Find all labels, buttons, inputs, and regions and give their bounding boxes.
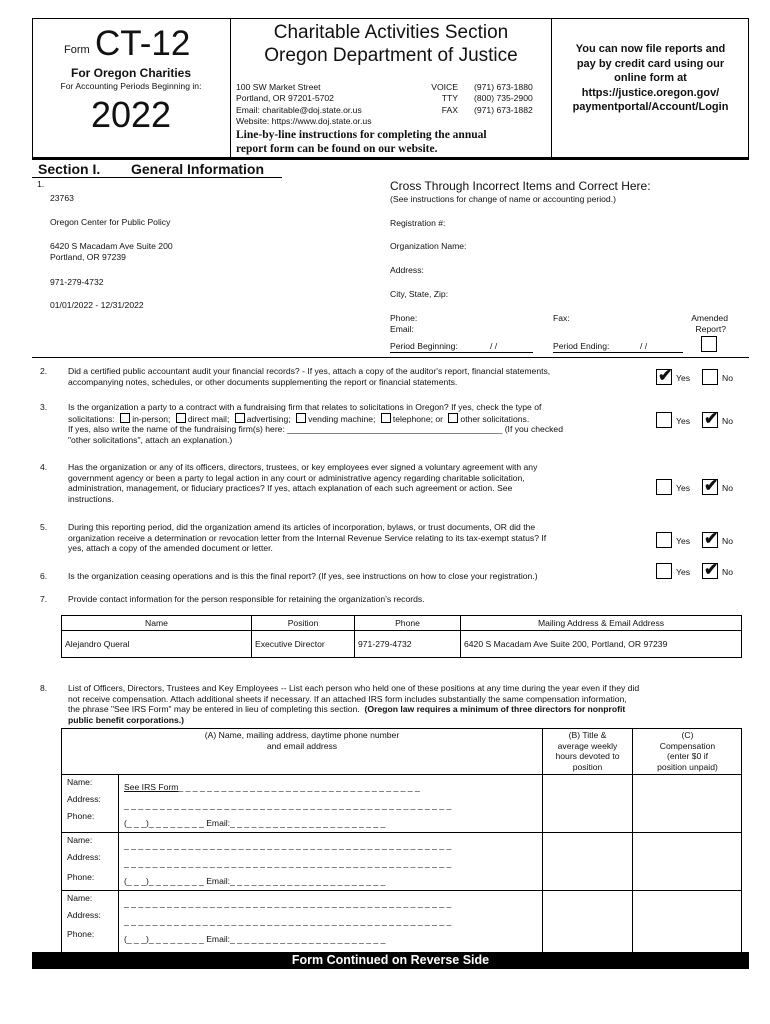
question-line: accompanying notes, schedules, or other documents supplementing the report or financial statements. <box>68 376 458 387</box>
solicitation-types <box>68 413 648 425</box>
organization-phone: 971-279-4732 <box>50 277 104 287</box>
cross-through-note: (See instructions for change of name or accounting period.) <box>390 194 616 204</box>
organization-name: Oregon Center for Public Policy <box>50 217 171 227</box>
online-filing-notice <box>552 42 749 115</box>
direct-mail-checkbox[interactable] <box>176 413 186 423</box>
fax-label: FAX <box>441 105 458 115</box>
yes-label: Yes <box>676 567 691 577</box>
question-line: administration, management, or fiduciary practices? If yes, attach explanation of each such agreement or action. See <box>68 483 513 493</box>
table-row-divider <box>61 832 742 833</box>
officer-1-contact-field[interactable] <box>124 818 385 829</box>
phone-label: Phone: <box>67 872 95 882</box>
email-label: Email: <box>206 876 231 886</box>
name-label: Name: <box>67 777 93 787</box>
email-blank: _ _ _ _ _ _ _ _ _ _ _ _ _ _ _ _ _ _ _ _ _ _ <box>230 818 386 828</box>
instructions-line1: Line-by-line instructions for completing the annual <box>236 129 487 141</box>
officer-2-address-field[interactable]: _ _ _ _ _ _ _ _ _ _ _ _ _ _ _ _ _ _ _ _ _ _ _ _ _ _ _ _ _ _ _ _ _ _ _ _ _ _ _ _ _ _ _ _ _ _ <box>124 858 452 868</box>
officer-3-address-field[interactable]: _ _ _ _ _ _ _ _ _ _ _ _ _ _ _ _ _ _ _ _ _ _ _ _ _ _ _ _ _ _ _ _ _ _ _ _ _ _ _ _ _ _ _ _ _ _ <box>124 916 452 926</box>
question-line: instructions. <box>68 493 114 504</box>
officer-1-name-value: See IRS Form <box>124 782 179 792</box>
registration-correction-label: Registration #: <box>390 218 446 228</box>
officer-3-contact-field[interactable] <box>124 934 385 945</box>
email-label: Email: <box>206 818 231 828</box>
q5-yes-checkbox[interactable] <box>656 532 672 548</box>
address-label: Address: <box>67 852 101 862</box>
notice-url-line1[interactable]: https://justice.oregon.gov/ <box>581 86 720 99</box>
table-header: Name <box>62 616 252 631</box>
option-label: advertising; <box>246 413 291 424</box>
amended-label: Amended <box>691 313 728 323</box>
report-year: 2022 <box>90 94 172 135</box>
question-line: Has the organization or any of its officers, directors, trustees, or key employees ever signed a voluntary agreement with any <box>68 462 538 472</box>
option-label: direct mail; <box>187 413 230 424</box>
instructions-line2: report form can be found on our website. <box>236 143 438 155</box>
for-charities: For Oregon Charities <box>70 66 192 80</box>
name-label: Name: <box>67 893 93 903</box>
q6-no-checkbox[interactable] <box>702 563 718 579</box>
other-solicitations-checkbox[interactable] <box>448 413 458 423</box>
accounting-period: 01/01/2022 - 12/31/2022 <box>50 300 144 310</box>
agency-website: Website: https://www.doj.state.or.us <box>236 116 372 126</box>
question-7-text: Provide contact information for the person responsible for retaining the organization's records. <box>68 594 425 604</box>
advertising-checkbox[interactable] <box>235 413 245 423</box>
q2-no-checkbox[interactable] <box>702 369 718 385</box>
address-label: Address: <box>67 794 101 804</box>
in-person-checkbox[interactable] <box>120 413 130 423</box>
question-3-text <box>68 402 648 445</box>
question-number: 4. <box>40 462 48 472</box>
cross-through-title: Cross Through Incorrect Items and Correct Here: <box>390 179 651 193</box>
table-row-divider <box>61 890 742 891</box>
phone-blank: (_ _ _)_ _ _ _ _ _ _ _ <box>124 818 204 828</box>
agency-address-line2: Portland, OR 97201-5702 <box>236 93 334 103</box>
name-label: Name: <box>67 835 93 845</box>
form-continued-banner: Form Continued on Reverse Side <box>32 952 749 969</box>
officer-3-name-field[interactable]: _ _ _ _ _ _ _ _ _ _ _ _ _ _ _ _ _ _ _ _ _ _ _ _ _ _ _ _ _ _ _ _ _ _ _ _ _ _ _ _ _ _ _ _ _ _ <box>124 898 452 908</box>
registration-number: 23763 <box>50 193 74 203</box>
records-contact-table <box>61 615 742 658</box>
header-line: (C) <box>681 730 694 740</box>
question-line-bold: (Oregon law requires a minimum of three directors for nonprofit <box>364 704 626 714</box>
period-beginning-label: Period Beginning: <box>390 341 458 351</box>
officer-2-contact-field[interactable] <box>124 876 385 887</box>
org-name-correction-label: Organization Name: <box>390 241 467 251</box>
question-line: "other solicitations", attach an explanation.) <box>68 434 233 445</box>
phone-correction-label: Phone: <box>390 313 418 323</box>
phone-blank: (_ _ _)_ _ _ _ _ _ _ _ <box>124 876 204 886</box>
voice-label: VOICE <box>431 82 458 92</box>
header-line: (enter $0 if <box>666 751 709 761</box>
officer-1-name-field[interactable] <box>124 782 420 793</box>
email-blank: _ _ _ _ _ _ _ _ _ _ _ _ _ _ _ _ _ _ _ _ _ _ <box>230 876 386 886</box>
header-line: hours devoted to <box>555 751 620 761</box>
header-line: (B) Title & <box>568 730 607 740</box>
section-rule <box>32 357 749 358</box>
period-ending-line <box>553 352 683 353</box>
no-label: No <box>722 536 733 546</box>
form-word: Form <box>64 44 90 56</box>
question-line: not receive compensation. Attach additional sheets if necessary. If an attached IRS form includes substantially the same compensation information, <box>68 693 627 704</box>
question-line: During this reporting period, did the organization amend its articles of incorporation, bylaws, or trust documents, OR did the <box>68 522 536 532</box>
table-header: Mailing Address & Email Address <box>461 616 742 631</box>
question-line: If yes, also write the name of the fundraising firm(s) here: _____________________________________________ (If you checked <box>68 424 563 434</box>
accounting-periods: For Accounting Periods Beginning in: <box>60 81 202 91</box>
column-c-header <box>633 730 742 772</box>
option-label: vending machine; <box>308 413 376 424</box>
table-row-divider <box>61 774 742 775</box>
q6-yes-checkbox[interactable] <box>656 563 672 579</box>
column-a-header <box>62 730 542 751</box>
contact-phone-cell[interactable]: 971-279-4732 <box>355 631 461 658</box>
question-number: 3. <box>40 402 48 412</box>
q3-yes-checkbox[interactable] <box>656 412 672 428</box>
question-line: government agency or been a party to legal action in any court or administrative agency regarding charitable solicitation, <box>68 472 525 483</box>
question-2-text <box>68 366 648 387</box>
option-label: in-person; <box>132 413 171 424</box>
question-line: organization receive a determination or revocation letter from the Internal Revenue Service relating to its tax-exempt status? If <box>68 532 547 543</box>
notice-url-line2[interactable]: paymentportal/Account/Login <box>572 101 729 113</box>
section-label: Section I. <box>38 161 101 177</box>
question-8-text <box>68 683 746 725</box>
header-line: average weekly <box>557 740 618 751</box>
contact-address-cell[interactable]: 6420 S Macadam Ave Suite 200, Portland, OR 97239 <box>461 631 742 658</box>
form-code: CT-12 <box>95 24 191 63</box>
tty-number: (800) 735-2900 <box>474 93 533 103</box>
yes-label: Yes <box>676 373 691 383</box>
table-label-divider <box>118 775 119 953</box>
option-label: telephone; or <box>392 413 444 424</box>
question-number: 2. <box>40 366 48 376</box>
header-line: Compensation <box>659 740 716 751</box>
q2-yes-checkbox[interactable] <box>656 369 672 385</box>
question-line: Is the organization a party to a contract with a fundraising firm that relates to solicitations in Oregon? If yes, check the type of <box>68 402 542 412</box>
officer-1-address-field[interactable]: _ _ _ _ _ _ _ _ _ _ _ _ _ _ _ _ _ _ _ _ _ _ _ _ _ _ _ _ _ _ _ _ _ _ _ _ _ _ _ _ _ _ _ _ _ _ <box>124 800 452 810</box>
no-label: No <box>722 483 733 493</box>
city-correction-label: City, State, Zip: <box>390 289 449 299</box>
notice-line: You can now file reports and <box>575 43 726 55</box>
section-underline <box>32 177 282 178</box>
telephone-checkbox[interactable] <box>381 413 391 423</box>
period-ending-label: Period Ending: <box>553 341 610 351</box>
period-ending-slashes: / / <box>640 341 648 351</box>
question-5-text <box>68 522 648 554</box>
agency-title: Charitable Activities Section <box>273 22 509 43</box>
table-header: Phone <box>355 616 461 631</box>
amended-report-checkbox[interactable] <box>701 336 717 352</box>
period-beginning-line <box>390 352 533 353</box>
officer-2-name-field[interactable]: _ _ _ _ _ _ _ _ _ _ _ _ _ _ _ _ _ _ _ _ _ _ _ _ _ _ _ _ _ _ _ _ _ _ _ _ _ _ _ _ _ _ _ _ _ _ <box>124 840 452 850</box>
phone-blank: (_ _ _)_ _ _ _ _ _ _ _ <box>124 934 204 944</box>
email-blank: _ _ _ _ _ _ _ _ _ _ _ _ _ _ _ _ _ _ _ _ _ _ <box>230 934 386 944</box>
no-label: No <box>722 416 733 426</box>
question-number: 5. <box>40 522 48 532</box>
q4-no-checkbox[interactable] <box>702 479 718 495</box>
tty-label: TTY <box>441 93 458 103</box>
fax-correction-label: Fax: <box>553 313 570 323</box>
yes-label: Yes <box>676 416 691 426</box>
q5-no-checkbox[interactable] <box>702 532 718 548</box>
no-label: No <box>722 567 733 577</box>
email-correction-label: Email: <box>390 324 414 334</box>
phone-label: Phone: <box>67 929 95 939</box>
organization-address-line2: Portland, OR 97239 <box>50 252 126 262</box>
vending-machine-checkbox[interactable] <box>296 413 306 423</box>
notice-line: online form at <box>614 72 687 84</box>
question-line: yes, attach a copy of the amended document or letter. <box>68 543 273 553</box>
header-line: and email address <box>266 740 338 751</box>
voice-number: (971) 673-1880 <box>474 82 533 92</box>
agency-address-line1: 100 SW Market Street <box>236 82 321 92</box>
column-b-header <box>543 730 632 772</box>
agency-subtitle: Oregon Department of Justice <box>264 45 518 66</box>
header-line: position <box>572 761 603 772</box>
fax-number: (971) 673-1882 <box>474 105 533 115</box>
section-rule <box>32 158 749 160</box>
header-line: position unpaid) <box>657 761 718 772</box>
yes-label: Yes <box>676 536 691 546</box>
solicitations-label: solicitations: <box>68 413 115 424</box>
question-6-text: Is the organization ceasing operations and is this the final report? (If yes, see instructions on how to close your registration.) <box>68 571 538 581</box>
question-4-text <box>68 462 648 504</box>
question-line: Did a certified public accountant audit your financial records? - If yes, attach a copy of the auditor's report, financial statements, <box>68 366 551 376</box>
address-label: Address: <box>67 910 101 920</box>
question-line-bold: public benefit corporations.) <box>68 714 185 725</box>
section-title: General Information <box>131 161 265 177</box>
header-line: (A) Name, mailing address, daytime phone number <box>204 730 400 740</box>
yes-label: Yes <box>676 483 691 493</box>
question-number: 6. <box>40 571 48 581</box>
option-label: other solicitations. <box>460 413 530 424</box>
contact-position-cell[interactable]: Executive Director <box>252 631 355 658</box>
period-beginning-slashes: / / <box>490 341 498 351</box>
table-header: Position <box>252 616 355 631</box>
email-label: Email: <box>206 934 231 944</box>
question-line: List of Officers, Directors, Trustees and Key Employees -- List each person who held one of these positions at any time during the year even if they did <box>68 683 640 693</box>
question-number: 7. <box>40 594 48 604</box>
no-label: No <box>722 373 733 383</box>
contact-name-cell[interactable]: Alejandro Queral <box>62 631 252 658</box>
notice-line: pay by credit card using our <box>576 57 725 70</box>
question-number: 8. <box>40 683 48 693</box>
phone-label: Phone: <box>67 811 95 821</box>
agency-email: Email: charitable@doj.state.or.us <box>236 105 362 115</box>
blank-line: _ _ _ _ _ _ _ _ _ _ _ _ _ _ _ _ _ _ _ _ _ _ _ _ _ _ _ _ _ _ _ _ _ _ <box>178 782 420 792</box>
q3-no-checkbox[interactable] <box>702 412 718 428</box>
q4-yes-checkbox[interactable] <box>656 479 672 495</box>
address-correction-label: Address: <box>390 265 424 275</box>
question-line: the phrase "See IRS Form" may be entered in lieu of completing this section. <box>68 704 360 714</box>
amended-label: Report? <box>695 324 726 334</box>
item-number: 1. <box>37 179 45 189</box>
organization-address-line1: 6420 S Macadam Ave Suite 200 <box>50 241 173 251</box>
